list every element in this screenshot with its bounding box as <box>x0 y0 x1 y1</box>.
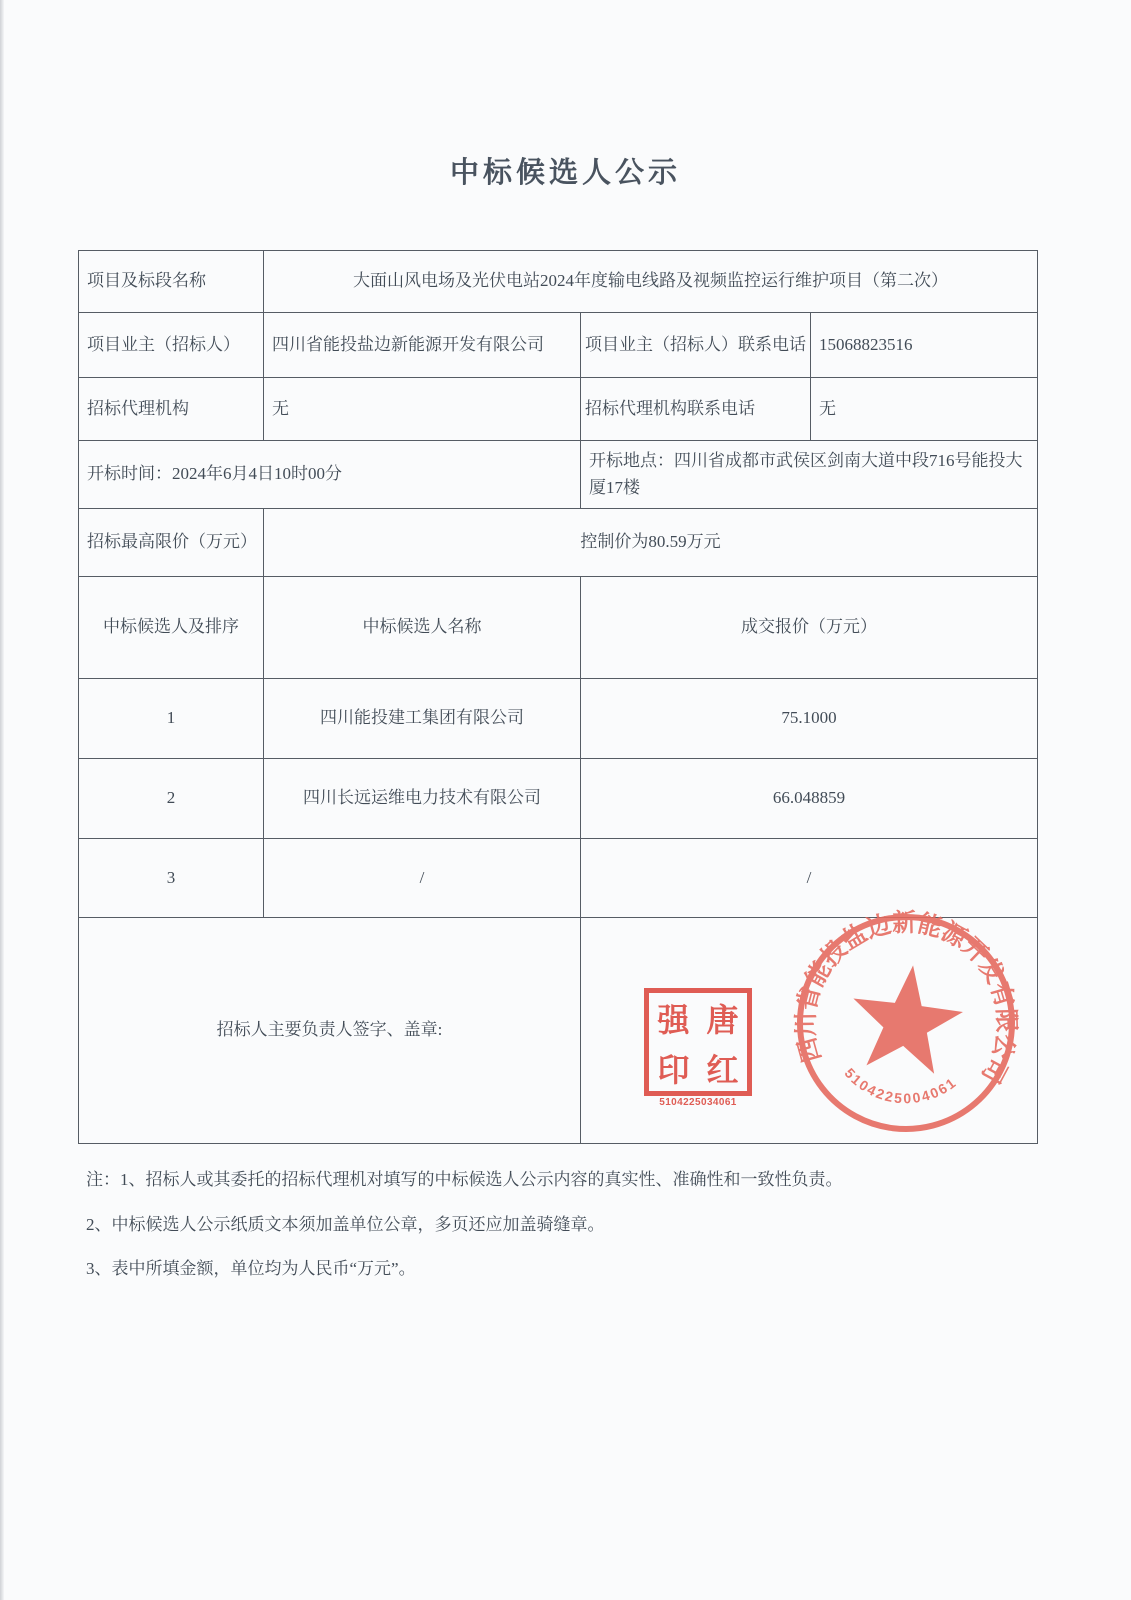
company-seal-number: 5104225004061 <box>841 1064 960 1107</box>
owner-label: 项目业主（招标人） <box>79 313 264 378</box>
seal-area <box>581 909 1038 1144</box>
candidates-header-name: 中标候选人名称 <box>264 577 581 679</box>
table-row-agency <box>79 378 1038 441</box>
owner-phone-value: 15068823516 <box>811 313 1038 378</box>
candidate-name: 四川能投建工集团有限公司 <box>264 679 581 759</box>
candidates-header-rank: 中标候选人及排序 <box>79 577 264 679</box>
table-row-project <box>79 251 1038 313</box>
owner-phone-label: 项目业主（招标人）联系电话 <box>581 313 811 378</box>
seal-char: 唐 <box>706 1002 739 1038</box>
company-seal-text: 四川省能投盐边新能源开发有限公司 <box>792 909 1020 1089</box>
agency-value: 无 <box>264 378 581 441</box>
table-row-max-price <box>79 509 1038 577</box>
signature-label: 招标人主要负责人签字、盖章: <box>79 918 581 1144</box>
agency-phone-value: 无 <box>811 378 1038 441</box>
table-row-bid-opening <box>79 441 1038 509</box>
agency-label: 招标代理机构 <box>79 378 264 441</box>
candidate-price: / <box>581 839 1038 918</box>
scan-edge-shadow <box>0 0 4 1600</box>
table-row-owner <box>79 313 1038 378</box>
company-round-seal <box>778 895 1034 1151</box>
personal-seal-number: 5104225034061 <box>659 1097 737 1109</box>
candidate-price: 66.048859 <box>581 759 1038 839</box>
company-seal-star-icon <box>845 959 967 1077</box>
notes <box>86 1168 1046 1302</box>
max-price-label: 招标最高限价（万元） <box>79 509 264 577</box>
table-row-candidate-1 <box>79 679 1038 759</box>
candidate-rank: 1 <box>79 679 264 759</box>
seal-char: 印 <box>657 1051 690 1088</box>
note-line: 3、表中所填金额，单位均为人民币“万元”。 <box>86 1259 416 1279</box>
candidate-name: / <box>264 839 581 918</box>
table-row-signature <box>79 918 1038 1144</box>
agency-phone-label: 招标代理机构联系电话 <box>581 378 811 441</box>
candidate-rank: 2 <box>79 759 264 839</box>
table-row-candidates-header <box>79 577 1038 679</box>
seal-char: 红 <box>706 1051 739 1088</box>
svg-text:5104225004061 <box>839 1061 962 1114</box>
document-title: 中标候选人公示 <box>449 157 681 189</box>
project-name-label: 项目及标段名称 <box>79 251 264 313</box>
candidate-rank: 3 <box>79 839 264 918</box>
personal-seal-characters <box>649 993 747 1095</box>
project-name-value: 大面山风电场及光伏电站2024年度输电线路及视频监控运行维护项目（第二次） <box>264 251 1038 313</box>
announcement-table <box>78 250 1038 1144</box>
note-line: 注：1、招标人或其委托的招标代理机对填写的中标候选人公示内容的真实性、准确性和一致性负责。 <box>86 1170 843 1189</box>
max-price-value: 控制价为80.59万元 <box>264 509 1038 577</box>
seal-char: 强 <box>657 1002 690 1038</box>
personal-name-seal <box>644 988 752 1109</box>
note-line: 2、中标候选人公示纸质文本须加盖单位公章，多页还应加盖骑缝章。 <box>86 1214 605 1234</box>
table-row-candidate-2 <box>79 759 1038 839</box>
bid-opening-place: 开标地点：四川省成都市武侯区剑南大道中段716号能投大厦17楼 <box>581 441 1038 509</box>
owner-value: 四川省能投盐边新能源开发有限公司 <box>264 313 581 378</box>
candidates-header-price: 成交报价（万元） <box>581 577 1038 679</box>
candidate-name: 四川长远运维电力技术有限公司 <box>264 759 581 839</box>
candidate-price: 75.1000 <box>581 679 1038 759</box>
bid-opening-time: 开标时间：2024年6月4日10时00分 <box>79 441 581 509</box>
